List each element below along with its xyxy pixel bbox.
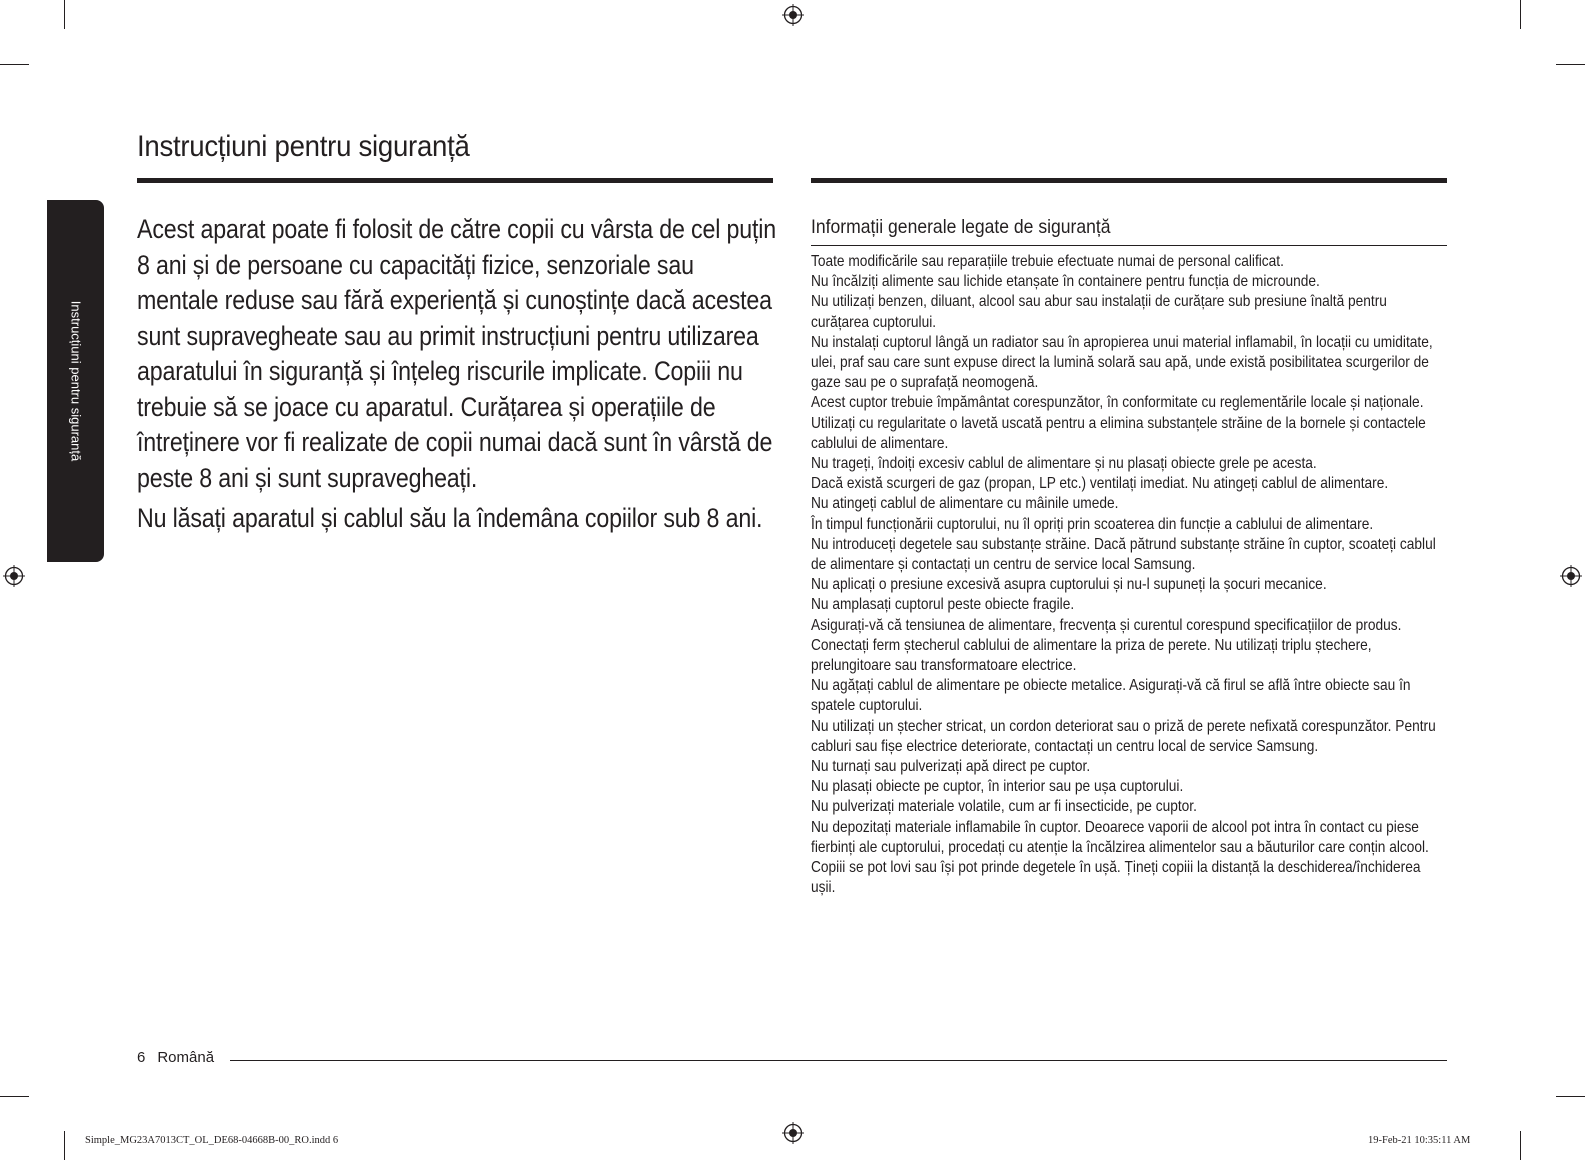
registration-mark-icon <box>782 1122 804 1144</box>
crop-mark <box>1556 64 1585 65</box>
crop-mark <box>64 1131 65 1160</box>
page-footer <box>137 1049 214 1066</box>
language-label: Română <box>157 1049 215 1066</box>
registration-mark-icon <box>3 565 25 587</box>
intro-text-block <box>137 212 777 537</box>
safety-item: Toate modificările sau reparațiile trebuie efectuate numai de personal calificat. <box>811 253 1284 270</box>
side-section-tab <box>47 200 104 562</box>
safety-item: Nu utilizați benzen, diluant, alcool sau abur sau instalații de curățare sub presiune înaltă pentru curățarea cuptorului. <box>811 293 1387 331</box>
safety-list <box>811 252 1437 899</box>
registration-mark-icon <box>782 4 804 26</box>
safety-item: În timpul funcționării cuptorului, nu îl opriți prin scoaterea din funcție a cablului de alimentare. <box>811 515 1374 533</box>
safety-item: Acest cuptor trebuie împământat corespunzător, în conformitate cu reglementările locale și naționale. <box>811 394 1424 412</box>
crop-mark <box>1556 1096 1585 1097</box>
safety-item: Asigurați-vă că tensiunea de alimentare, frecvența și curentul corespund specificațiilor de produs. <box>811 616 1402 634</box>
safety-item: Nu atingeți cablul de alimentare cu mâinile umede. <box>811 495 1119 513</box>
safety-item: Nu trageți, îndoiți excesiv cablul de alimentare și nu plasați obiecte grele pe acesta. <box>811 455 1317 473</box>
header-rule-right <box>811 178 1447 183</box>
crop-mark <box>1520 0 1521 29</box>
header-rule-left <box>137 178 773 183</box>
crop-mark <box>64 0 65 29</box>
intro-paragraph: Acest aparat poate fi folosit de către copii cu vârsta de cel puțin 8 ani și de persoane cu capacități fizice, senzoriale sau mentale reduse sau fără experiență și cunoștințe dacă acestea sunt supravegheate sau au primit instrucțiuni pentru utilizarea aparatului în siguranță și înțeleg riscurile implicate. Copiii nu trebuie să se joace cu aparatul. Curățarea și operațiile de întreținere vor fi realizate de copii numai dacă sunt în vârstă de peste 8 ani și sunt supravegheați. <box>137 214 777 493</box>
safety-item: Nu pulverizați materiale volatile, cum ar fi insecticide, pe cuptor. <box>811 798 1197 816</box>
page-title: Instrucțiuni pentru siguranță <box>137 130 470 163</box>
crop-mark <box>1520 1131 1521 1160</box>
registration-mark-icon <box>1560 565 1582 587</box>
safety-item: Nu utilizați un ștecher stricat, un cordon deteriorat sau o priză de perete nefixată corespunzător. Pentru cabluri sau fișe electrice deteriorate, contactați un centru local de service Samsung. <box>811 717 1436 755</box>
section-heading-rule <box>811 245 1447 246</box>
section-heading: Informații generale legate de siguranță <box>811 216 1111 238</box>
crop-mark <box>0 1096 29 1097</box>
safety-item: Conectați ferm ștecherul cablului de alimentare la priza de perete. Nu utilizați triplu ștechere, prelungitoare sau transformatoare electrice. <box>811 636 1372 675</box>
safety-item: Utilizați cu regularitate o lavetă uscată pentru a elimina substanțele străine de la bornele și contactele cablului de alimentare. <box>811 414 1426 452</box>
safety-item: Nu introduceți degetele sau substanțe străine. Dacă pătrund substanțe străine în cuptor, scoateți cablul de alimentare și contactați un centru de service local Samsung. <box>811 535 1436 574</box>
intro-paragraph: Nu lăsați aparatul și cablul său la îndemâna copiilor sub 8 ani. <box>137 503 763 533</box>
side-tab-label: Instrucțiuni pentru siguranță <box>68 300 83 462</box>
safety-item: Dacă există scurgeri de gaz (propan, LP etc.) ventilați imediat. Nu atingeți cablul de alimentare. <box>811 475 1389 493</box>
safety-item: Nu agățați cablul de alimentare pe obiecte metalice. Asigurați-vă că firul se află între obiecte sau în spatele cuptorului. <box>811 677 1411 715</box>
safety-item: Nu instalați cuptorul lângă un radiator sau în apropierea unui material inflamabil, în locații cu umiditate, ulei, praf sau care sunt expuse direct la lumină solară sau apă, unde există posibilitatea scurgerilor de gaze sau pe o suprafață neomogenă. <box>811 333 1433 392</box>
safety-item: Nu depozitați materiale inflamabile în cuptor. Deoarece vaporii de alcool pot intra în contact cu piese fierbinți ale cuptorului, procedați cu atenție la încălzirea alimentelor sau a băuturilor care conțin alcool. <box>811 818 1429 856</box>
crop-mark <box>0 64 29 65</box>
safety-item: Nu amplasați cuptorul peste obiecte fragile. <box>811 596 1075 614</box>
footer-rule <box>230 1060 1447 1061</box>
print-timestamp: 19-Feb-21 10:35:11 AM <box>1368 1135 1471 1146</box>
page-number: 6 <box>137 1049 146 1066</box>
safety-item: Nu aplicați o presiune excesivă asupra cuptorului și nu-l supuneți la șocuri mecanice. <box>811 576 1327 594</box>
safety-item: Nu turnați sau pulverizați apă direct pe cuptor. <box>811 758 1091 776</box>
safety-item: Nu plasați obiecte pe cuptor, în interior sau pe ușa cuptorului. <box>811 778 1184 796</box>
safety-item: Copiii se pot lovi sau își pot prinde degetele în ușă. Țineți copiii la distanță la deschiderea/închiderea ușii. <box>811 859 1421 897</box>
safety-item: Nu încălziți alimente sau lichide etanșate în containere pentru funcția de microunde. <box>811 273 1320 291</box>
file-slug: Simple_MG23A7013CT_OL_DE68-04668B-00_RO.indd 6 <box>85 1135 339 1146</box>
